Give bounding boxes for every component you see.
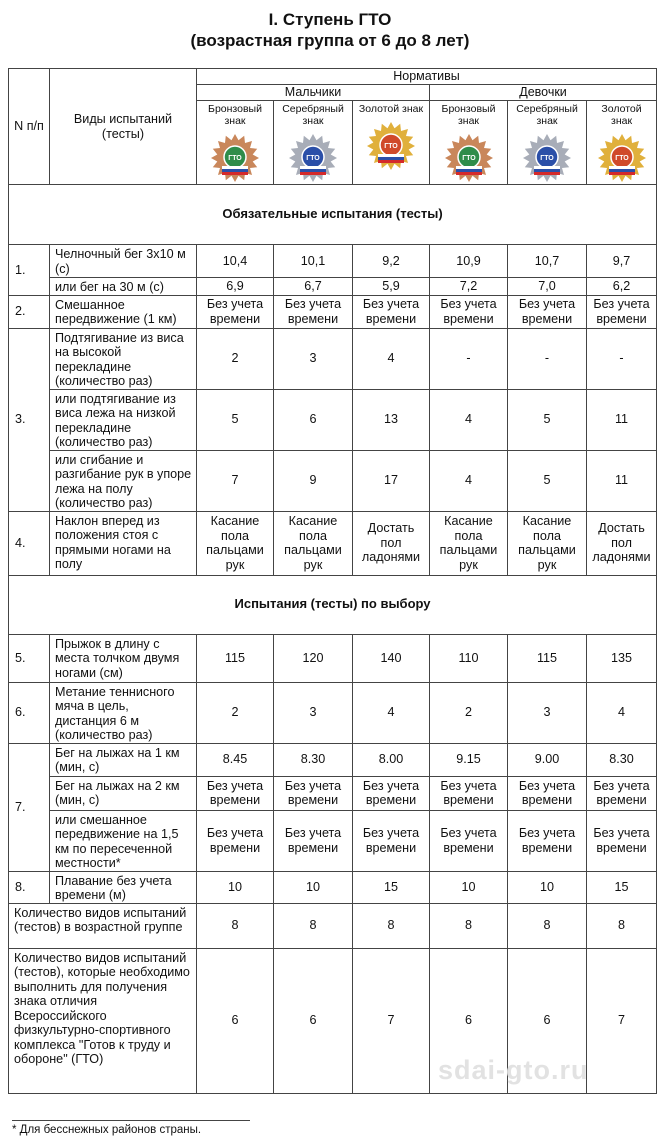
test-label: или сгибание и разгибание рук в упоре лежа на полу (количество раз): [50, 450, 197, 511]
norm-value: 10: [274, 871, 353, 903]
norm-value: 9: [274, 450, 353, 511]
norm-value: 4: [587, 682, 657, 743]
norm-value: Без учета времени: [197, 776, 274, 810]
norm-value: 15: [353, 871, 430, 903]
test-label: Бег на лыжах на 1 км (мин, с): [50, 743, 197, 776]
gto-badge-icon: [444, 133, 494, 183]
header-normatives: Нормативы: [197, 69, 657, 85]
table-row: [9, 810, 657, 871]
norm-value: 2: [197, 682, 274, 743]
norm-value: Без учета времени: [274, 776, 353, 810]
table-row: [9, 295, 657, 328]
norm-value: Касание пола пальцами рук: [274, 511, 353, 575]
norm-value: 5: [508, 450, 587, 511]
header-level-5: [508, 101, 587, 185]
norm-value: 11: [587, 450, 657, 511]
norm-value: 140: [353, 634, 430, 682]
badge-label: ГТО: [540, 155, 554, 162]
norm-value: 6: [274, 389, 353, 450]
gto-badge-icon: [522, 133, 572, 183]
norm-value: 8: [197, 903, 274, 948]
footnote-divider: [12, 1120, 250, 1121]
badge-label: ГТО: [306, 155, 320, 162]
normatives-table: [8, 68, 657, 1094]
norm-value: 3: [274, 328, 353, 389]
test-label: или смешанное передвижение на 1,5 км по пересеченной местности*: [50, 810, 197, 871]
level-label: Серебряный знак: [282, 103, 344, 127]
header-num: N п/п: [9, 69, 50, 185]
gto-badge-icon: [597, 133, 647, 183]
norm-value: 9,7: [587, 245, 657, 278]
norm-value: 7,0: [508, 278, 587, 296]
norm-value: -: [587, 328, 657, 389]
norm-value: Без учета времени: [508, 776, 587, 810]
norm-value: -: [430, 328, 508, 389]
section-header: Испытания (тесты) по выбору: [9, 575, 657, 634]
norm-value: 3: [274, 682, 353, 743]
norm-value: Без учета времени: [353, 295, 430, 328]
test-label: Наклон вперед из положения стоя с прямыми ногами на полу: [50, 511, 197, 575]
norm-value: 120: [274, 634, 353, 682]
norm-value: 10: [197, 871, 274, 903]
norm-value: Без учета времени: [587, 810, 657, 871]
norm-value: Без учета времени: [430, 776, 508, 810]
norm-value: Без учета времени: [274, 295, 353, 328]
table-row: [9, 245, 657, 278]
gto-badge-icon: [210, 133, 260, 183]
table-row: [9, 450, 657, 511]
norm-value: 8: [353, 903, 430, 948]
table-row: [9, 776, 657, 810]
row-number: 1.: [9, 245, 50, 296]
norm-value: 4: [353, 328, 430, 389]
norm-value: 5,9: [353, 278, 430, 296]
norm-value: 2: [430, 682, 508, 743]
norm-value: 4: [430, 389, 508, 450]
table-row: [9, 743, 657, 776]
gto-badge-icon: [366, 121, 416, 171]
norm-value: Без учета времени: [508, 810, 587, 871]
watermark: sdai-gto.ru: [438, 1055, 589, 1085]
norm-value: 17: [353, 450, 430, 511]
norm-value: Без учета времени: [197, 810, 274, 871]
table-row: [9, 634, 657, 682]
norm-value: 8.30: [274, 743, 353, 776]
test-label: Смешанное передвижение (1 км): [50, 295, 197, 328]
header-boys: Мальчики: [197, 85, 430, 101]
norm-value: 6,9: [197, 278, 274, 296]
norm-value: 13: [353, 389, 430, 450]
page-title: I. Ступень ГТО: [268, 10, 392, 29]
test-label: Количество видов испытаний (тестов) в возрастной группе: [9, 903, 197, 948]
norm-value: 4: [353, 682, 430, 743]
table-row: [9, 903, 657, 948]
norm-value: Без учета времени: [197, 295, 274, 328]
norm-value: Без учета времени: [353, 776, 430, 810]
test-label: Подтягивание из виса на высокой перекладине (количество раз): [50, 328, 197, 389]
norm-value: Без учета времени: [587, 776, 657, 810]
test-label: Плавание без учета времени (м): [50, 871, 197, 903]
norm-value: 2: [197, 328, 274, 389]
norm-value: 11: [587, 389, 657, 450]
table-row: [9, 278, 657, 296]
norm-value: Достать пол ладонями: [353, 511, 430, 575]
norm-value: 10: [430, 871, 508, 903]
norm-value: Без учета времени: [508, 295, 587, 328]
norm-value: 9,2: [353, 245, 430, 278]
level-label: Серебряный знак: [516, 103, 578, 127]
norm-value: 10: [508, 871, 587, 903]
test-label: или бег на 30 м (с): [50, 278, 197, 296]
norm-value: 10,9: [430, 245, 508, 278]
norm-value: 5: [197, 389, 274, 450]
norm-value: 115: [197, 634, 274, 682]
norm-value: 8: [508, 903, 587, 948]
test-label: или подтягивание из виса лежа на низкой перекладине (количество раз): [50, 389, 197, 450]
norm-value: 110: [430, 634, 508, 682]
norm-value: 8: [587, 903, 657, 948]
norm-value: Касание пола пальцами рук: [430, 511, 508, 575]
norm-value: Без учета времени: [587, 295, 657, 328]
norm-value: 10,7: [508, 245, 587, 278]
row-number: 2.: [9, 295, 50, 328]
norm-value: 10,1: [274, 245, 353, 278]
norm-value: 135: [587, 634, 657, 682]
row-number: 4.: [9, 511, 50, 575]
test-label: Бег на лыжах на 2 км (мин, с): [50, 776, 197, 810]
level-label: Бронзовый знак: [441, 103, 496, 127]
norm-value: Касание пола пальцами рук: [197, 511, 274, 575]
header-level-2: [274, 101, 353, 185]
table-row: [9, 511, 657, 575]
table-row: [9, 328, 657, 389]
test-label: Прыжок в длину с места толчком двумя ногами (см): [50, 634, 197, 682]
row-number: 7.: [9, 743, 50, 871]
row-number: 3.: [9, 328, 50, 511]
level-label: Золотой знак: [601, 103, 642, 127]
norm-value: Достать пол ладонями: [587, 511, 657, 575]
header-girls: Девочки: [430, 85, 657, 101]
norm-value: 8.45: [197, 743, 274, 776]
row-number: 6.: [9, 682, 50, 743]
header-level-6: [587, 101, 657, 185]
norm-value: 8: [274, 903, 353, 948]
norm-value: 7: [197, 450, 274, 511]
badge-label: ГТО: [461, 155, 476, 162]
norm-value: 6,7: [274, 278, 353, 296]
gto-badge-icon: [288, 133, 338, 183]
norm-value: Без учета времени: [353, 810, 430, 871]
norm-value: 8: [430, 903, 508, 948]
header-level-3: [353, 101, 430, 185]
row-number: 5.: [9, 634, 50, 682]
norm-value: -: [508, 328, 587, 389]
badge-label: ГТО: [614, 155, 629, 162]
header-tests: Виды испытаний (тесты): [50, 69, 197, 185]
norm-value: 4: [430, 450, 508, 511]
test-label: Количество видов испытаний (тестов), которые необходимо выполнить для получения знака отличия Всероссийского физкультурно-спортивного комплекса "Готов к труду и обороне" (ГТО): [9, 948, 197, 1093]
norm-value: 3: [508, 682, 587, 743]
norm-value: 7,2: [430, 278, 508, 296]
table-row: [9, 871, 657, 903]
norm-value: 115: [508, 634, 587, 682]
test-label: Метание теннисного мяча в цель, дистанция 6 м (количество раз): [50, 682, 197, 743]
header-level-4: [430, 101, 508, 185]
badge-label: ГТО: [384, 143, 398, 150]
norm-value: 6: [197, 948, 274, 1093]
norm-value: 7: [353, 948, 430, 1093]
test-label: Челночный бег 3х10 м (с): [50, 245, 197, 278]
norm-value: 6: [508, 948, 587, 1093]
footnote: * Для бесснежных районов страны.: [12, 1124, 202, 1136]
table-row: [9, 389, 657, 450]
norm-value: Касание пола пальцами рук: [508, 511, 587, 575]
norm-value: 6,2: [587, 278, 657, 296]
norm-value: 15: [587, 871, 657, 903]
page-subtitle: (возрастная группа от 6 до 8 лет): [190, 31, 470, 50]
badge-label: ГТО: [228, 155, 242, 162]
norm-value: Без учета времени: [430, 810, 508, 871]
norm-value: 6: [430, 948, 508, 1093]
table-row: [9, 682, 657, 743]
norm-value: 10,4: [197, 245, 274, 278]
row-number: 8.: [9, 871, 50, 903]
norm-value: Без учета времени: [274, 810, 353, 871]
norm-value: 5: [508, 389, 587, 450]
norm-value: 8.00: [353, 743, 430, 776]
header-level-1: [197, 101, 274, 185]
norm-value: 9.00: [508, 743, 587, 776]
level-label: Бронзовый знак: [208, 103, 262, 127]
norm-value: Без учета времени: [430, 295, 508, 328]
norm-value: 9.15: [430, 743, 508, 776]
norm-value: 8.30: [587, 743, 657, 776]
norm-value: 7: [587, 948, 657, 1093]
norm-value: 6: [274, 948, 353, 1093]
level-label: Золотой знак: [358, 103, 424, 115]
section-header: Обязательные испытания (тесты): [9, 185, 657, 245]
